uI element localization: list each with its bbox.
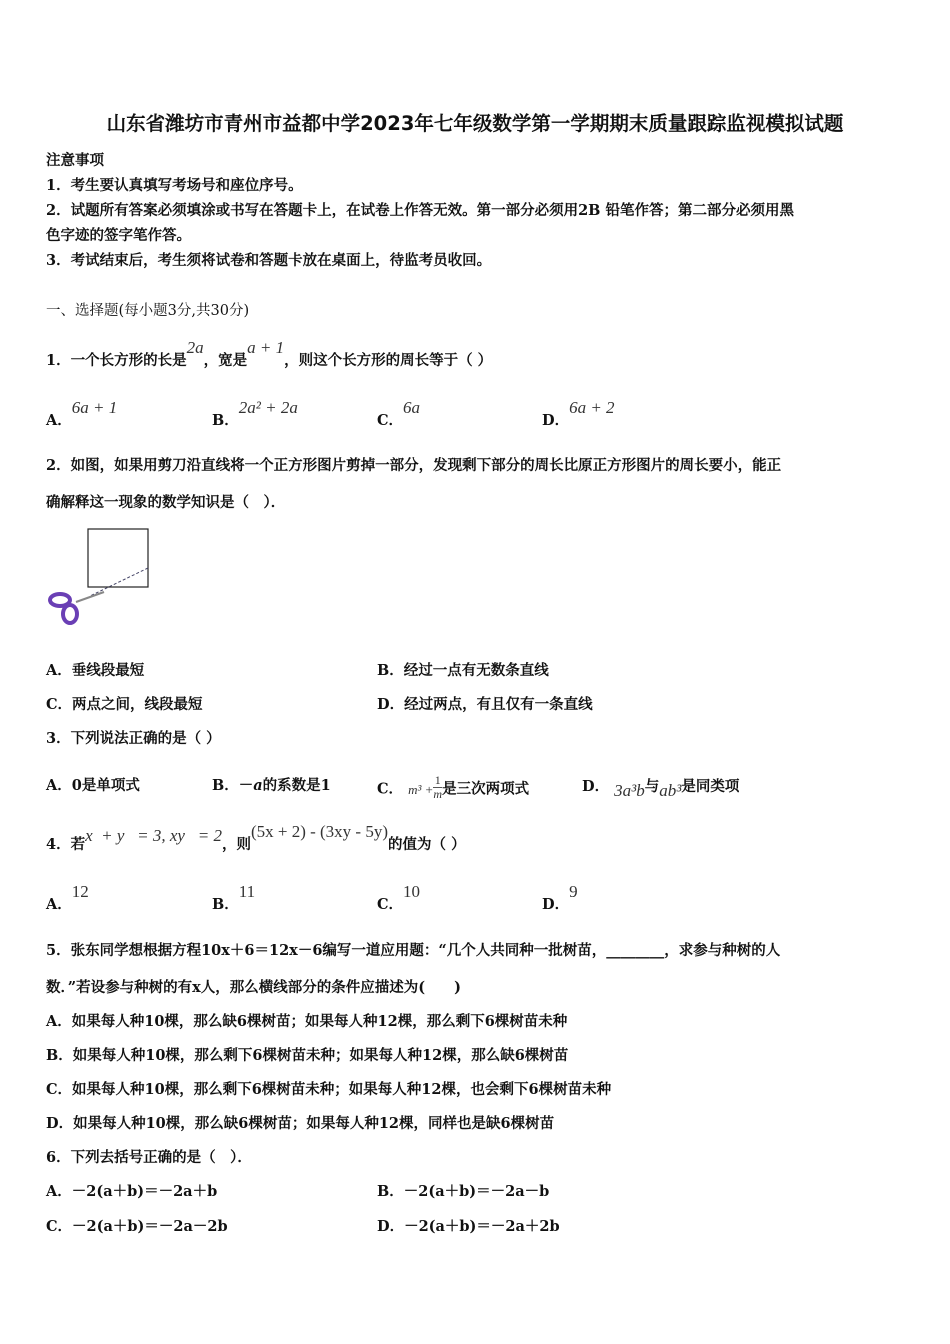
notice-item: 1．考生要认真填写考场号和座位序号。 <box>46 177 303 194</box>
cut-line <box>90 568 148 596</box>
option-c: C．6a <box>377 398 421 429</box>
option-a: A．垂线段最短 <box>46 662 145 679</box>
option-c: C． m³ + $\frac{1}{m}$ 是三次两项式 <box>377 773 530 801</box>
notice-item: 色字迹的签字笔作答。 <box>46 227 191 244</box>
option-d: D．经过两点，有且仅有一条直线 <box>377 696 593 713</box>
option-d: D．9 <box>542 882 578 913</box>
option-b: B．2a² + 2a <box>212 398 298 429</box>
q-text: 1．一个长方形的长是 <box>46 352 187 369</box>
q-text: ，宽是 <box>203 352 248 369</box>
q-text: ，则这个长方形的周长等于（ ） <box>284 352 493 369</box>
option-d: D．如果每人种10棵，那么缺6棵树苗；如果每人种12棵，同样也是缺6棵树苗 <box>46 1115 555 1132</box>
question-2-cont: 确解释这一现象的数学知识是（ ）． <box>46 494 286 511</box>
question-5: 5．张东同学想根据方程10x＋6＝12x－6编写一道应用题：“几个人共同种一批树苗，________，求参与种树的人 <box>46 942 781 959</box>
option-d: D． 3a³b与ab³是同类项 <box>582 778 740 800</box>
option-a: A．如果每人种10棵，那么缺6棵树苗；如果每人种12棵，那么剩下6棵树苗未种 <box>46 1013 568 1030</box>
question-4: 4．若x + y = 3, xy = 2，则(5x + 2) - (3xy - 5y)的值为（ ） <box>46 822 466 853</box>
option-b: B．经过一点有无数条直线 <box>377 662 549 679</box>
option-a: A．6a + 1 <box>46 398 118 429</box>
option-c: C．两点之间，线段最短 <box>46 696 203 713</box>
option-b: B．－a的系数是1 <box>212 777 331 794</box>
option-c: C．－2(a＋b)＝－2a－2b <box>46 1218 228 1235</box>
page-title: 山东省潍坊市青州市益都中学2023年七年级数学第一学期期末质量跟踪监视模拟试题 <box>106 112 844 135</box>
option-b: B．－2(a＋b)＝－2a－b <box>377 1183 550 1200</box>
option-c: C．如果每人种10棵，那么剩下6棵树苗未种；如果每人种12棵，也会剩下6棵树苗未种 <box>46 1081 612 1098</box>
square <box>88 529 148 587</box>
question-6: 6．下列去括号正确的是（ ）． <box>46 1149 252 1166</box>
scissors-icon <box>50 592 104 623</box>
notice-item: 3．考试结束后，考生须将试卷和答题卡放在桌面上，待监考员收回。 <box>46 252 492 269</box>
option-d: D．－2(a＋b)＝－2a＋2b <box>377 1218 560 1235</box>
question-1 <box>46 338 493 371</box>
notice-item: 2．试题所有答案必须填涂或书写在答题卡上，在试卷上作答无效。第一部分必须用2B 铅笔作答；第二部分必须用黑 <box>46 202 794 219</box>
option-b: B．如果每人种10棵，那么剩下6棵树苗未种；如果每人种12棵，那么缺6棵树苗 <box>46 1047 569 1064</box>
math: 2a <box>186 338 204 357</box>
option-a: A．－2(a＋b)＝－2a＋b <box>46 1183 218 1200</box>
question-2: 2．如图，如果用剪刀沿直线将一个正方形图片剪掉一部分，发现剩下部分的周长比原正方形图片的周长要小，能正 <box>46 457 782 474</box>
scissors-square-figure <box>46 528 156 628</box>
option-c: C．10 <box>377 882 421 913</box>
option-a: A．12 <box>46 882 89 913</box>
question-3: 3．下列说法正确的是（ ） <box>46 730 221 747</box>
option-d: D．6a + 2 <box>542 398 615 429</box>
question-5-cont: 数．”若设参与种树的有x人，那么横线部分的条件应描述为( ) <box>46 979 461 996</box>
option-a: A．0是单项式 <box>46 777 140 794</box>
section-heading: 一、选择题(每小题3分,共30分) <box>46 303 250 319</box>
math: a + 1 <box>247 338 285 357</box>
option-b: B．11 <box>212 882 256 913</box>
notice-heading: 注意事项 <box>46 152 104 169</box>
